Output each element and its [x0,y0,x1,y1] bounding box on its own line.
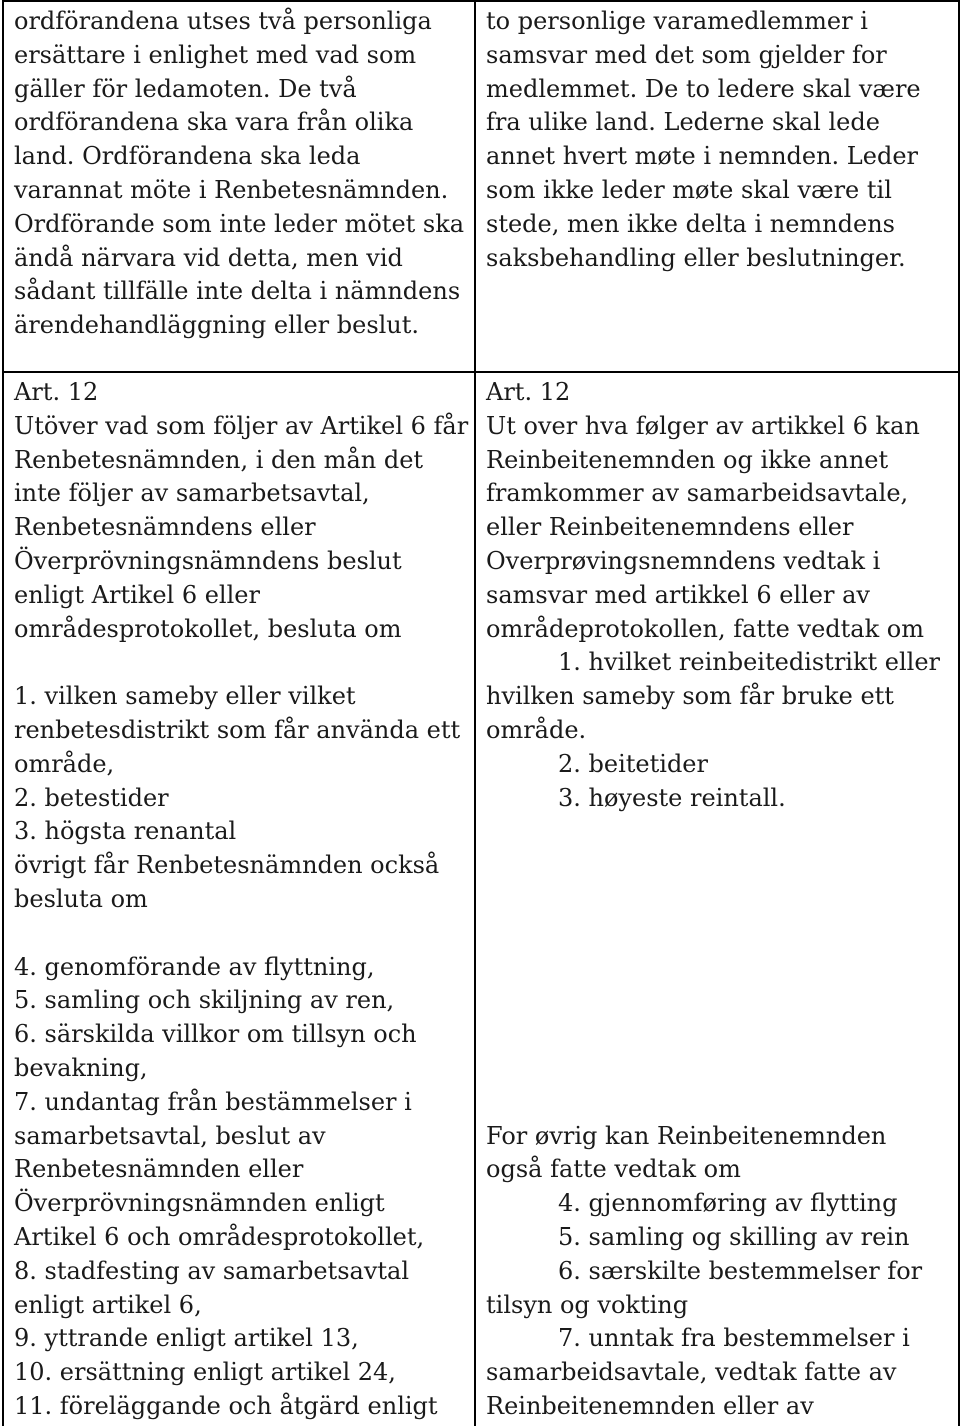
list-item: 9. yttrande enligt artikel 13, [14,1324,359,1353]
table-row [3,1,959,372]
norwegian-intro-cell [475,1,959,372]
paragraph-gap [486,917,952,951]
list-item: område, [14,749,115,778]
list-item: samarbeidsavtale, vedtak fatte av [486,1358,897,1387]
text-line: inte följer av samarbetsavtal, [14,479,370,508]
text-line: Reinbeitenemnden og ikke annet [486,445,889,474]
list-item: 5. samling og skilling av rein [558,1222,910,1251]
list-item: 3. høyeste reintall. [558,783,786,812]
text-line: Renbetesnämndens eller [14,513,316,542]
text-line: stede, men ikke delta i nemndens [486,209,895,238]
paragraph-gap [486,849,952,883]
paragraph-gap [486,1086,952,1120]
paragraph-gap [486,1018,952,1052]
list-item: 7. unntak fra bestemmelser i [558,1324,910,1353]
list-item: 5. samling och skiljning av ren, [14,986,395,1015]
text-line: ärendehandläggning eller beslut. [14,311,420,340]
paragraph-gap [486,1052,952,1086]
paragraph-gap [14,917,468,951]
paragraph-gap [486,984,952,1018]
swedish-intro-cell [3,1,475,372]
text-line: For øvrig kan Reinbeitenemnden [486,1121,887,1150]
list-item: 1. vilken sameby eller vilket [14,682,356,711]
swedish-article-cell [3,372,475,1426]
text-line: Overprøvingsnemndens vedtak i [486,546,881,575]
text-line: annet hvert møte i nemnden. Leder [486,142,918,171]
text-line: Utöver vad som följer av Artikel 6 får [14,411,469,440]
paragraph-gap [486,883,952,917]
text-line: ersättare i enlighet med vad som [14,40,417,69]
list-item: 4. genomförande av flyttning, [14,952,375,981]
list-item: 2. betestider [14,783,169,812]
text-line: saksbehandling eller beslutninger. [486,243,906,272]
text-line: land. Ordförandena ska leda [14,142,361,171]
article-heading: Art. 12 [486,378,571,406]
table-row [3,372,959,1426]
list-item: 6. særskilte bestemmelser for [558,1256,923,1285]
list-item: 11. föreläggande och åtgärd enligt [14,1391,438,1420]
text-line: övrigt får Renbetesnämnden också [14,851,440,880]
text-line: varannat möte i Renbetesnämnden. [14,175,449,204]
list-item: renbetesdistrikt som får använda ett [14,715,461,744]
list-item: 3. högsta renantal [14,817,237,846]
text-line: Renbetesnämnden, i den mån det [14,445,424,474]
text-line: ordförandena ska vara från olika [14,108,414,137]
text-line: enligt Artikel 6 eller [14,580,260,609]
list-item: enligt artikel 6, [14,1290,202,1319]
list-item: 6. särskilda villkor om tillsyn och [14,1020,417,1049]
list-item: 2. beitetider [558,749,708,778]
paragraph-gap [14,646,468,680]
parallel-text-table [2,0,960,1426]
list-item: Renbetesnämnden eller [14,1155,304,1184]
paragraph-gap [486,951,952,985]
list-item: bevakning, [14,1053,148,1082]
article-heading: Art. 12 [14,378,99,406]
list-item: samarbetsavtal, beslut av [14,1121,326,1150]
text-line: Ordförande som inte leder mötet ska [14,209,465,238]
list-item: hvilken sameby som får bruke ett [486,682,894,711]
text-line: besluta om [14,884,148,913]
text-line: også fatte vedtak om [486,1155,741,1184]
text-line: gäller för ledamoten. De två [14,74,357,103]
list-item: Artikel 6 och områdesprotokollet, [14,1222,425,1251]
list-item: 4. gjennomføring av flytting [558,1189,898,1218]
text-line: fra ulike land. Lederne skal lede [486,108,880,137]
list-item: 1. hvilket reinbeitedistrikt eller [558,648,941,677]
text-line: ändå närvara vid detta, men vid [14,243,403,272]
list-item: tilsyn og vokting [486,1290,689,1319]
text-line: to personlige varamedlemmer i [486,7,868,35]
list-item: 7. undantag från bestämmelser i [14,1087,412,1116]
text-line: sådant tillfälle inte delta i nämndens [14,277,461,306]
text-line: samsvar med det som gjelder for [486,40,887,69]
text-line: som ikke leder møte skal være til [486,175,892,204]
list-item: 10. ersättning enligt artikel 24, [14,1358,396,1387]
text-line: ordförandena utses två personliga [14,7,432,35]
text-line: samsvar med artikkel 6 eller av [486,580,870,609]
text-line: eller Reinbeitenemndens eller [486,513,854,542]
paragraph-gap [486,815,952,849]
text-line: Överprövningsnämndens beslut [14,546,402,575]
list-item: Reinbeitenemnden eller av [486,1391,814,1420]
list-item: 8. stadfesting av samarbetsavtal [14,1256,410,1285]
text-line: Ut over hva følger av artikkel 6 kan [486,411,920,440]
list-item: Överprövningsnämnden enligt [14,1189,385,1218]
text-line: områdesprotokollet, besluta om [14,614,402,643]
list-item: område. [486,715,587,744]
text-line: medlemmet. De to ledere skal være [486,74,921,103]
norwegian-article-cell [475,372,959,1426]
text-line: områdeprotokollen, fatte vedtak om [486,614,924,643]
text-line: framkommer av samarbeidsavtale, [486,479,909,508]
